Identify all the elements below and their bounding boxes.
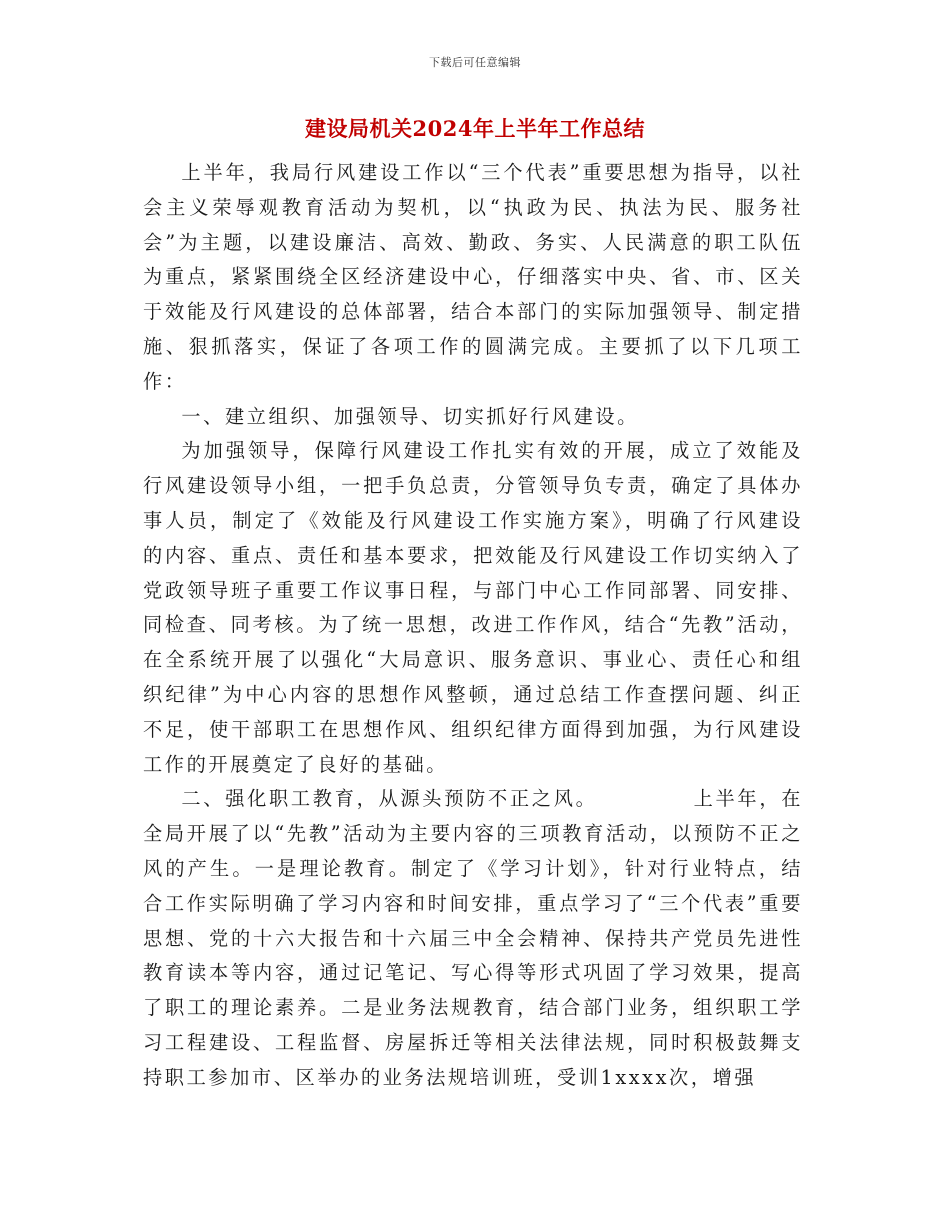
header-note: 下载后可任意编辑 [429, 56, 521, 69]
section-heading-2: 二、强化职工教育，从源头预防不正之风。 [181, 787, 598, 811]
document-title: 建设局机关2024年上半年工作总结 [305, 116, 645, 141]
section-heading-1: 一、建立组织、加强领导、切实抓好行风建设。 [181, 404, 639, 428]
paragraph-section-1: 为加强领导，保障行风建设工作扎实有效的开展，成立了效能及行风建设领导小组，一把手负总责，分管领导负专责，确定了具体办事人员，制定了《效能及行风建设工作实施方案》，明确了行风建设的内容、重点、责任和基本要求，把效能及行风建设工作切实纳入了党政领导班子重要工作议事日程，与部门中心工作同部署、同安排、同检查、同考核。为了统一思想，改进工作作风，结合“先教”活动，在全系统开展了以强化“大局意识、服务意识、事业心、责任心和组织纪律”为中心内容的思想作风整顿，通过总结工作查摆问题、纠正不足，使干部职工在思想作风、组织纪律方面得到加强，为行风建设工作的开展奠定了良好的基础。 [143, 439, 803, 776]
section-2-body: 上半年，在全局开展了以“先教”活动为主要内容的三项教育活动，以预防不正之风的产生。一是理论教育。制定了《学习计划》，针对行业特点，结合工作实际明确了学习内容和时间安排，重点学习了“三个代表”重要思想、党的十六大报告和十六届三中全会精神、保持共产党员先进性教育读本等内容，通过记笔记、写心得等形式巩固了学习效果，提高了职工的理论素养。二是业务法规教育，结合部门业务，组织职工学习工程建设、工程监督、房屋拆迁等相关法律法规，同时积极鼓舞支持职工参加市、区举办的业务法规培训班，受训1xxxx次，增强 [143, 787, 804, 1089]
document-body [143, 156, 803, 1096]
paragraph-intro: 上半年，我局行风建设工作以“三个代表”重要思想为指导，以社会主义荣辱观教育活动为契机，以“执政为民、执法为民、服务社会”为主题，以建设廉洁、高效、勤政、务实、人民满意的职工队伍为重点，紧紧围绕全区经济建设中心，仔细落实中央、省、市、区关于效能及行风建设的总体部署，结合本部门的实际加强领导、制定措施、狠抓落实，保证了各项工作的圆满完成。主要抓了以下几项工作： [143, 161, 803, 393]
paragraph-section-2 [143, 782, 803, 1095]
